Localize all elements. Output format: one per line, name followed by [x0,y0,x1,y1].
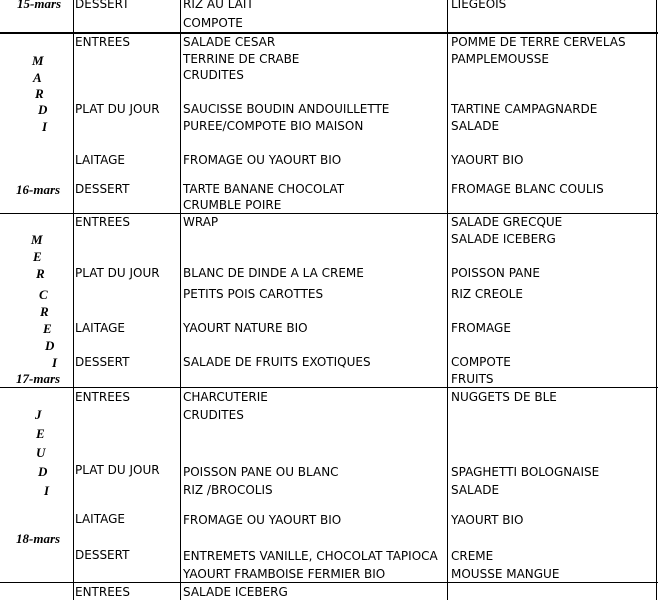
lunch-item: SALADE CESAR [183,35,276,49]
lunch-item: YAOURT NATURE BIO [183,321,308,335]
dinner-item: CREME [451,549,494,563]
lunch-item: CRUMBLE POIRE [183,198,282,212]
day-letter: D [38,464,48,479]
dinner-item: SALADE GRECQUE [451,215,563,229]
day-letter: D [45,338,55,353]
lunch-item: YAOURT FRAMBOISE FERMIER BIO [183,567,386,581]
dinner-item: RIZ CREOLE [451,287,523,301]
column-divider-2 [180,0,181,600]
dinner-item: POISSON PANE [451,266,540,280]
course-label: PLAT DU JOUR [75,102,160,116]
course-label: ENTREES [75,390,131,404]
day-letter: E [36,426,45,441]
day-letter: E [43,321,52,336]
dinner-item: FROMAGE BLANC COULIS [451,182,604,196]
lunch-item: SALADE DE FRUITS EXOTIQUES [183,355,371,369]
lunch-item: COMPOTE [183,16,243,30]
lunch-item: PETITS POIS CAROTTES [183,287,324,301]
lunch-item: CRUDITES [183,408,244,422]
course-label: DESSERT [75,0,130,11]
course-label: ENTREES [75,35,131,49]
column-divider-3 [447,0,448,600]
lunch-item: BLANC DE DINDE A LA CREME [183,266,364,280]
dinner-item: SALADE ICEBERG [451,232,556,246]
course-label: DESSERT [75,548,130,562]
day-letter: M [32,53,44,68]
day-letter: I [42,119,48,134]
row-divider-vendredi [0,582,658,583]
lunch-item: FROMAGE OU YAOURT BIO [183,513,342,527]
dinner-item: TARTINE CAMPAGNARDE [451,102,598,116]
course-label: PLAT DU JOUR [75,266,160,280]
dinner-item: LIEGEOIS [451,0,507,11]
day-letter: J [35,407,42,422]
day-letter: D [38,102,48,117]
day-date: 15-mars [17,0,62,11]
row-divider-jeudi [0,387,658,388]
lunch-item: CRUDITES [183,68,244,82]
day-letter: E [33,249,42,264]
day-letter: R [40,304,49,319]
dinner-item: POMME DE TERRE CERVELAS [451,35,626,49]
course-label: ENTREES [75,215,131,229]
row-divider-mardi [0,32,658,34]
course-label: LAITAGE [75,321,125,335]
lunch-item: SAUCISSE BOUDIN ANDOUILLETTE [183,102,390,116]
row-divider-mercredi [0,213,658,214]
day-letter: I [44,483,50,498]
course-label: DESSERT [75,182,130,196]
column-divider-4 [656,0,657,600]
dinner-item: MOUSSE MANGUE [451,567,560,581]
dinner-item: FRUITS [451,372,494,386]
course-label: LAITAGE [75,153,125,167]
dinner-item: YAOURT BIO [451,513,524,527]
day-date: 17-mars [16,371,61,386]
day-date: 18-mars [16,531,61,546]
dinner-item: SALADE [451,119,500,133]
lunch-item: PUREE/COMPOTE BIO MAISON [183,119,364,133]
lunch-item: RIZ /BROCOLIS [183,483,273,497]
dinner-item: YAOURT BIO [451,153,524,167]
day-letter: R [35,86,44,101]
lunch-item: CHARCUTERIE [183,390,268,404]
lunch-item: FROMAGE OU YAOURT BIO [183,153,342,167]
dinner-item: PAMPLEMOUSSE [451,52,549,66]
column-divider-1 [73,0,74,600]
lunch-item: POISSON PANE OU BLANC [183,465,339,479]
day-letter: U [36,445,46,460]
lunch-item: WRAP [183,215,219,229]
lunch-item: RIZ AU LAIT [183,0,254,11]
day-date: 16-mars [16,182,61,197]
lunch-item: TERRINE DE CRABE [183,52,300,66]
dinner-item: NUGGETS DE BLE [451,390,557,404]
course-label: LAITAGE [75,512,125,526]
day-letter: C [39,287,48,302]
dinner-item: FROMAGE [451,321,511,335]
lunch-item: TARTE BANANE CHOCOLAT [183,182,345,196]
day-letter: A [33,70,42,85]
day-letter: R [36,266,45,281]
dinner-item: COMPOTE [451,355,511,369]
course-label: ENTREES [75,585,131,599]
course-label: PLAT DU JOUR [75,463,160,477]
lunch-item: SALADE ICEBERG [183,585,288,599]
day-letter: I [52,355,58,370]
course-label: DESSERT [75,355,130,369]
day-letter: M [31,232,43,247]
dinner-item: SALADE [451,483,500,497]
lunch-item: ENTREMETS VANILLE, CHOCOLAT TAPIOCA [183,549,438,563]
dinner-item: SPAGHETTI BOLOGNAISE [451,465,600,479]
